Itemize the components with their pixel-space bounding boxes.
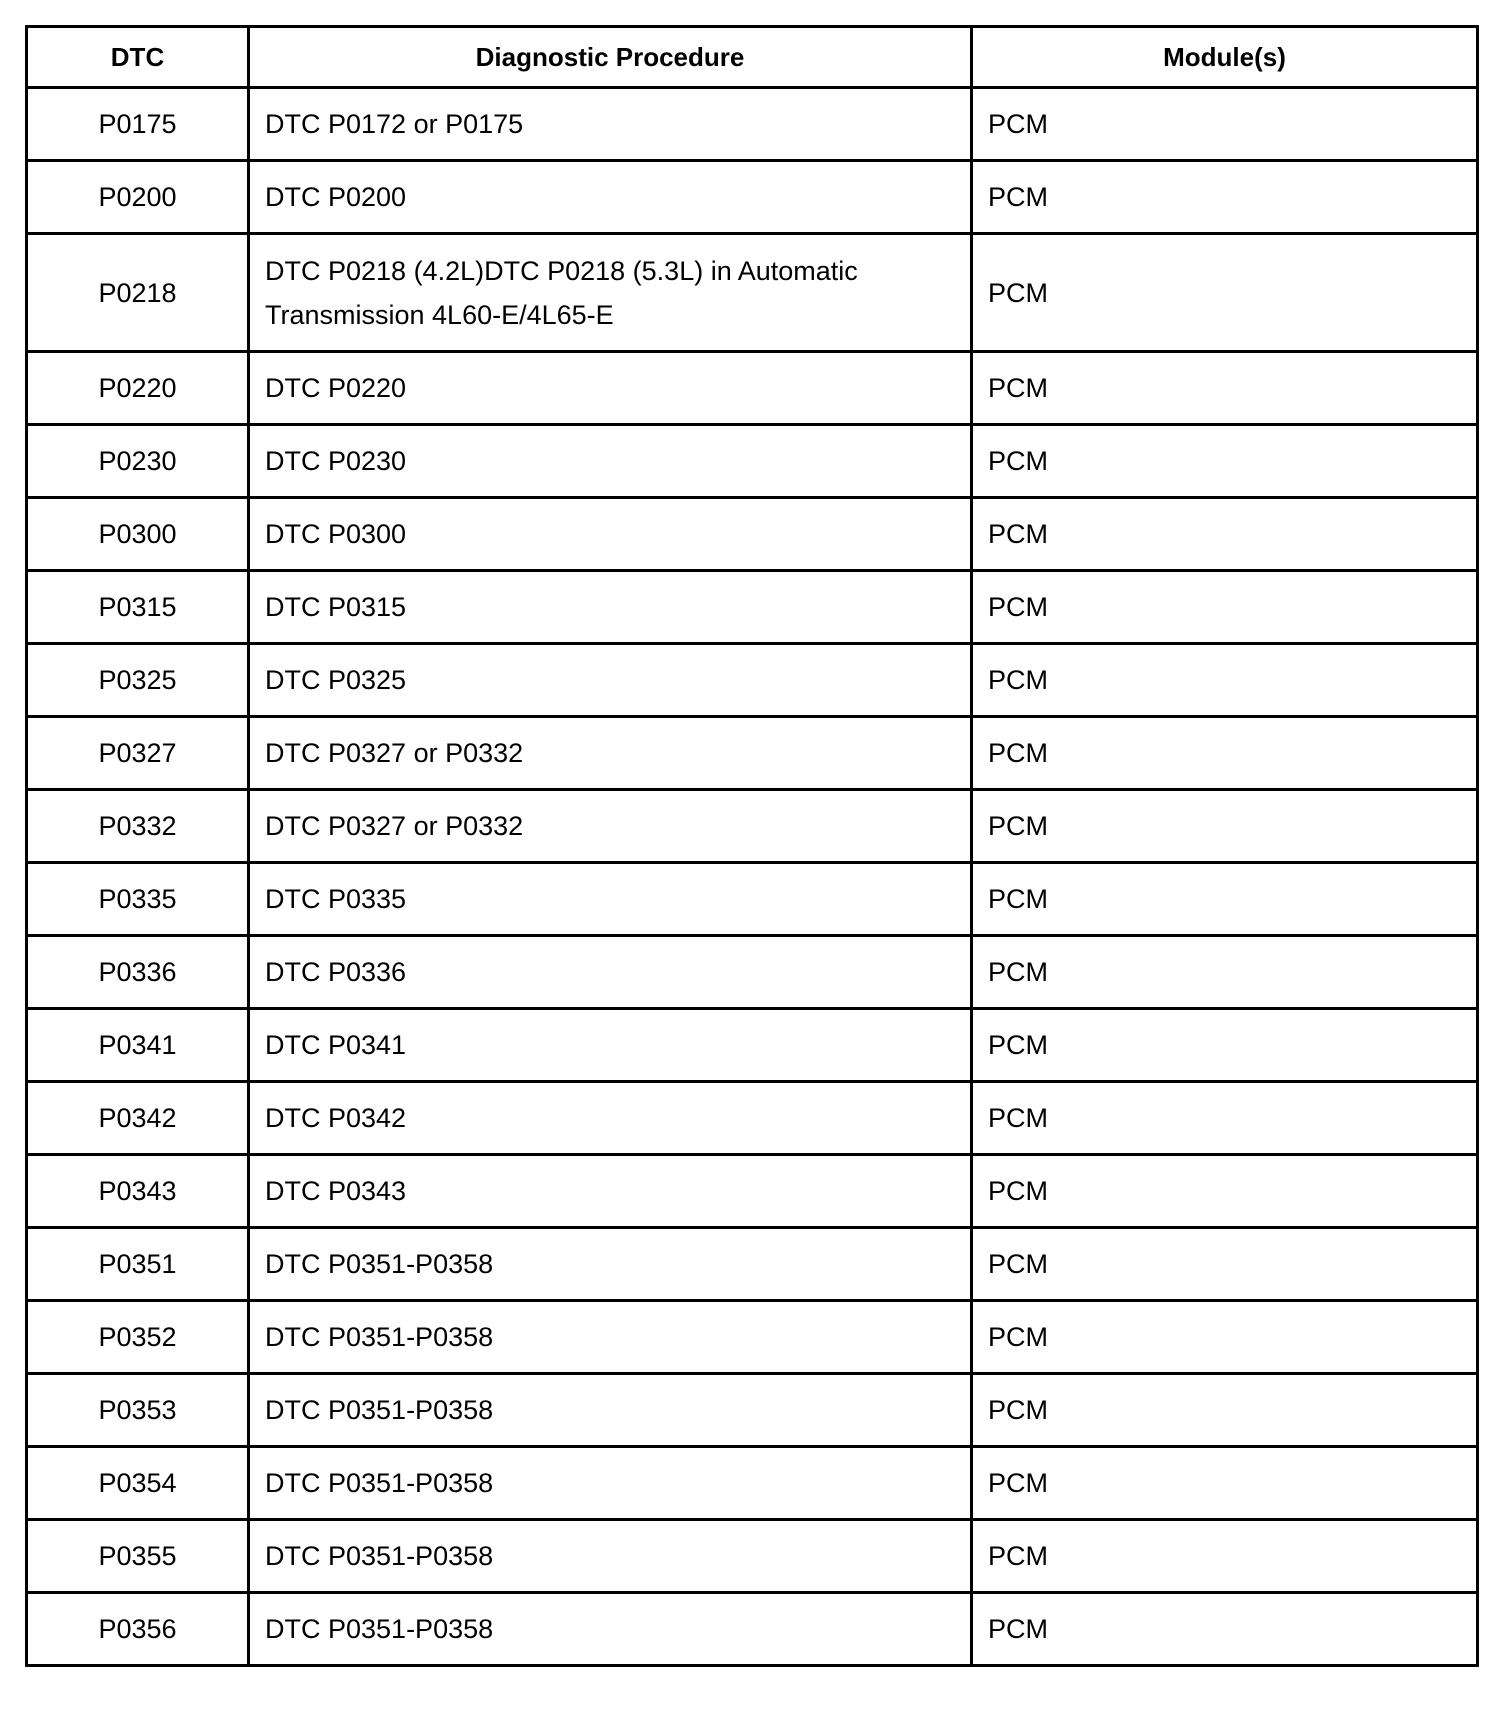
dtc-code-cell: P0341 <box>27 1009 249 1082</box>
dtc-code-cell: P0354 <box>27 1447 249 1520</box>
diagnostic-procedure-cell: DTC P0343 <box>249 1155 972 1228</box>
dtc-code-cell: P0230 <box>27 425 249 498</box>
diagnostic-procedure-cell: DTC P0351-P0358 <box>249 1447 972 1520</box>
table-row <box>27 1301 1478 1374</box>
diagnostic-procedure-cell: DTC P0300 <box>249 498 972 571</box>
header-modules: Module(s) <box>972 27 1478 88</box>
module-cell: PCM <box>972 88 1478 161</box>
diagnostic-procedure-cell: DTC P0351-P0358 <box>249 1374 972 1447</box>
diagnostic-procedure-cell: DTC P0342 <box>249 1082 972 1155</box>
table-row <box>27 425 1478 498</box>
table-row <box>27 1082 1478 1155</box>
diagnostic-procedure-cell: DTC P0351-P0358 <box>249 1520 972 1593</box>
dtc-code-cell: P0325 <box>27 644 249 717</box>
dtc-code-cell: P0352 <box>27 1301 249 1374</box>
dtc-code-cell: P0220 <box>27 352 249 425</box>
table-row <box>27 88 1478 161</box>
module-cell: PCM <box>972 1301 1478 1374</box>
module-cell: PCM <box>972 234 1478 352</box>
dtc-code-cell: P0342 <box>27 1082 249 1155</box>
dtc-code-cell: P0200 <box>27 161 249 234</box>
table-row <box>27 1155 1478 1228</box>
table-row <box>27 863 1478 936</box>
diagnostic-procedure-cell: DTC P0325 <box>249 644 972 717</box>
dtc-code-cell: P0332 <box>27 790 249 863</box>
diagnostic-procedure-cell: DTC P0315 <box>249 571 972 644</box>
table-row <box>27 1009 1478 1082</box>
dtc-code-cell: P0353 <box>27 1374 249 1447</box>
dtc-code-cell: P0355 <box>27 1520 249 1593</box>
diagnostic-procedure-cell: DTC P0351-P0358 <box>249 1301 972 1374</box>
header-dtc: DTC <box>27 27 249 88</box>
table-row <box>27 352 1478 425</box>
dtc-code-cell: P0218 <box>27 234 249 352</box>
diagnostic-procedure-cell: DTC P0218 (4.2L)DTC P0218 (5.3L) in Automatic Transmission 4L60-E/4L65-E <box>249 234 972 352</box>
module-cell: PCM <box>972 571 1478 644</box>
dtc-code-cell: P0336 <box>27 936 249 1009</box>
dtc-code-cell: P0335 <box>27 863 249 936</box>
table-row <box>27 1593 1478 1666</box>
module-cell: PCM <box>972 425 1478 498</box>
diagnostic-procedure-cell: DTC P0172 or P0175 <box>249 88 972 161</box>
table-row <box>27 571 1478 644</box>
diagnostic-procedure-cell: DTC P0336 <box>249 936 972 1009</box>
module-cell: PCM <box>972 1155 1478 1228</box>
table-row <box>27 644 1478 717</box>
table-header-row <box>27 27 1478 88</box>
module-cell: PCM <box>972 1447 1478 1520</box>
module-cell: PCM <box>972 1082 1478 1155</box>
module-cell: PCM <box>972 1009 1478 1082</box>
module-cell: PCM <box>972 717 1478 790</box>
module-cell: PCM <box>972 161 1478 234</box>
module-cell: PCM <box>972 644 1478 717</box>
diagnostic-procedure-cell: DTC P0230 <box>249 425 972 498</box>
diagnostic-procedure-cell: DTC P0327 or P0332 <box>249 717 972 790</box>
table-row <box>27 1520 1478 1593</box>
diagnostic-procedure-cell: DTC P0335 <box>249 863 972 936</box>
table-row <box>27 1447 1478 1520</box>
dtc-code-cell: P0343 <box>27 1155 249 1228</box>
module-cell: PCM <box>972 1593 1478 1666</box>
table-row <box>27 790 1478 863</box>
diagnostic-procedure-cell: DTC P0220 <box>249 352 972 425</box>
dtc-code-cell: P0315 <box>27 571 249 644</box>
table-row <box>27 1228 1478 1301</box>
module-cell: PCM <box>972 1374 1478 1447</box>
dtc-code-cell: P0175 <box>27 88 249 161</box>
dtc-table <box>25 25 1479 1667</box>
table-row <box>27 498 1478 571</box>
diagnostic-procedure-cell: DTC P0351-P0358 <box>249 1228 972 1301</box>
module-cell: PCM <box>972 498 1478 571</box>
module-cell: PCM <box>972 790 1478 863</box>
dtc-code-cell: P0351 <box>27 1228 249 1301</box>
dtc-code-cell: P0300 <box>27 498 249 571</box>
diagnostic-procedure-cell: DTC P0327 or P0332 <box>249 790 972 863</box>
module-cell: PCM <box>972 1228 1478 1301</box>
module-cell: PCM <box>972 936 1478 1009</box>
table-row <box>27 717 1478 790</box>
table-row <box>27 161 1478 234</box>
dtc-code-cell: P0327 <box>27 717 249 790</box>
header-diagnostic-procedure: Diagnostic Procedure <box>249 27 972 88</box>
table-row <box>27 936 1478 1009</box>
module-cell: PCM <box>972 352 1478 425</box>
dtc-code-cell: P0356 <box>27 1593 249 1666</box>
table-row <box>27 1374 1478 1447</box>
diagnostic-procedure-cell: DTC P0351-P0358 <box>249 1593 972 1666</box>
diagnostic-procedure-cell: DTC P0341 <box>249 1009 972 1082</box>
module-cell: PCM <box>972 1520 1478 1593</box>
diagnostic-procedure-cell: DTC P0200 <box>249 161 972 234</box>
table-row <box>27 234 1478 352</box>
module-cell: PCM <box>972 863 1478 936</box>
